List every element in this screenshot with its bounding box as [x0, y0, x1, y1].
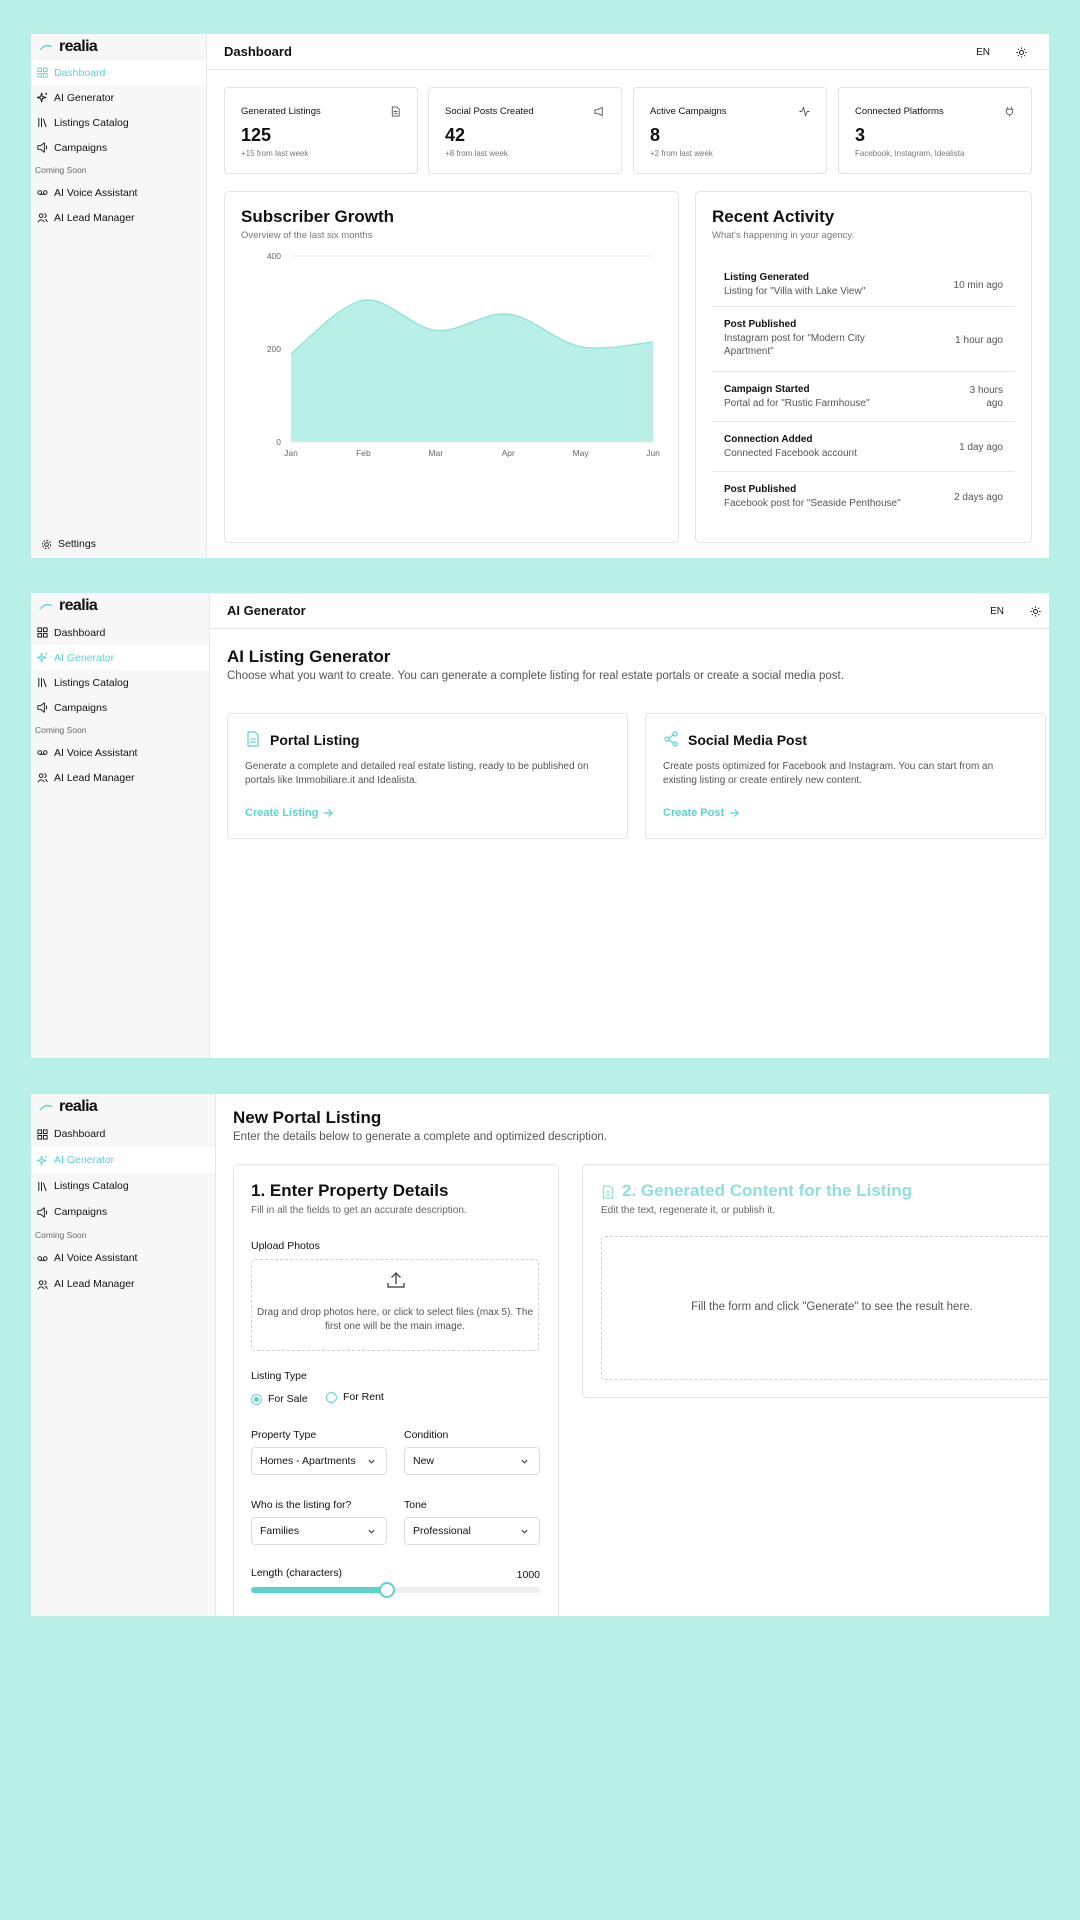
activity-item-detail: Instagram post for "Modern City Apartment": [724, 333, 865, 357]
condition-value: New: [413, 1455, 435, 1467]
stat-card-connected-platforms: [838, 87, 1032, 174]
x-tick-label: May: [572, 448, 589, 458]
page-title: Dashboard: [224, 44, 292, 59]
activity-item-detail: Connected Facebook account: [724, 448, 857, 459]
file-icon: [245, 731, 261, 747]
voicemail-icon: [37, 187, 48, 198]
activity-item-detail: Facebook post for "Seaside Penthouse": [724, 498, 901, 509]
activity-item-time: 3 hours ago: [969, 385, 1003, 409]
social-media-post-card[interactable]: [645, 713, 1046, 839]
activity-item-title: Connection Added: [724, 434, 813, 445]
users-icon: [37, 772, 48, 783]
gear-icon: [41, 539, 52, 550]
megaphone-icon: [594, 106, 605, 117]
activity-item-detail: Portal ad for "Rustic Farmhouse": [724, 398, 870, 409]
stat-label: Active Campaigns: [650, 106, 727, 117]
page-title: AI Generator: [227, 603, 306, 618]
sidebar-item-label: AI Lead Manager: [54, 1278, 135, 1290]
page-title: New Portal Listing: [233, 1108, 382, 1127]
activity-item[interactable]: [712, 262, 1015, 307]
brand-name: realia: [59, 1098, 98, 1115]
for-sale-radio[interactable]: [251, 1393, 308, 1405]
radio-dot: [251, 1394, 262, 1405]
sidebar-item-campaigns[interactable]: [31, 695, 209, 720]
recent-activity-card: [695, 191, 1032, 543]
subscriber-growth-card: [224, 191, 679, 543]
sidebar-item-listings-catalog[interactable]: [31, 110, 206, 135]
audience-value: Families: [260, 1525, 300, 1537]
library-icon: [37, 117, 48, 128]
for-rent-radio[interactable]: [326, 1391, 384, 1403]
dashboard-screen: [31, 34, 1049, 558]
sidebar-item-ai-generator[interactable]: [31, 85, 206, 110]
grid-icon: [37, 67, 48, 78]
tone-value: Professional: [413, 1525, 471, 1537]
sidebar-item-ai-voice-assistant[interactable]: [31, 180, 206, 205]
step2-title: 2. Generated Content for the Listing: [622, 1181, 912, 1200]
coming-soon-label: Coming Soon: [35, 1230, 87, 1240]
activity-item-title: Post Published: [724, 484, 797, 495]
voicemail-icon: [37, 1253, 48, 1264]
sun-icon[interactable]: [1030, 606, 1041, 617]
stat-label: Connected Platforms: [855, 106, 944, 117]
users-icon: [37, 212, 48, 223]
property-type-select[interactable]: [251, 1447, 387, 1475]
plug-icon: [1004, 106, 1015, 117]
coming-soon-label: Coming Soon: [35, 165, 87, 175]
tone-select[interactable]: [404, 1517, 540, 1545]
activity-item-title: Campaign Started: [724, 384, 810, 395]
settings-label: Settings: [58, 538, 96, 550]
sidebar-item-label: AI Voice Assistant: [54, 186, 138, 199]
sidebar-item-ai-voice-assistant[interactable]: [31, 1245, 215, 1271]
condition-label: Condition: [404, 1429, 449, 1441]
length-value: 1000: [516, 1569, 540, 1581]
stat-sub: Facebook, Instagram, Idealista: [855, 149, 965, 158]
property-type-value: Homes - Apartments: [260, 1455, 356, 1467]
library-icon: [37, 677, 48, 688]
chart-subtitle: Overview of the last six months: [241, 230, 373, 241]
activity-item-time: 10 min ago: [953, 280, 1003, 291]
sidebar-item-listings-catalog[interactable]: [31, 1173, 215, 1199]
activity-item-time: 2 days ago: [954, 492, 1003, 503]
sidebar-item-label: Listings Catalog: [54, 676, 129, 689]
activity-desc: What's happening in your agency.: [712, 230, 855, 241]
arrow-right-icon: [323, 808, 333, 818]
file-icon: [390, 106, 401, 117]
chevron-down-icon: [367, 1527, 376, 1536]
sidebar-item-ai-generator[interactable]: [31, 1147, 215, 1173]
stat-sub: +15 from last week: [241, 149, 309, 158]
sidebar-item-label: Listings Catalog: [54, 1180, 129, 1192]
generator-heading: AI Listing Generator: [227, 647, 391, 666]
stat-label: Social Posts Created: [445, 106, 534, 117]
sidebar-item-listings-catalog[interactable]: [31, 670, 209, 695]
sidebar: [31, 34, 207, 558]
sparkles-icon: [37, 92, 48, 103]
logo-icon: [39, 43, 53, 51]
activity-item-title: Post Published: [724, 319, 797, 330]
stat-card-social-posts: [428, 87, 622, 174]
portal-listing-card[interactable]: [227, 713, 628, 839]
portal-listing-title: Portal Listing: [270, 732, 360, 748]
sidebar-item-label: Campaigns: [54, 701, 108, 714]
x-tick-label: Feb: [356, 448, 371, 458]
audience-label: Who is the listing for?: [251, 1499, 352, 1511]
portal-listing-desc: Generate a complete and detailed real estate listing, ready to be published on portals like Immobiliare.it and Idealista.: [245, 761, 589, 786]
x-tick-label: Mar: [428, 448, 444, 458]
stat-card-generated-listings: [224, 87, 418, 174]
sidebar-item-campaigns[interactable]: [31, 135, 206, 160]
activity-item[interactable]: [712, 422, 1015, 472]
activity-item-time: 1 hour ago: [955, 335, 1003, 346]
brand-name: realia: [59, 38, 98, 55]
stat-sub: +8 from last week: [445, 149, 508, 158]
grid-icon: [37, 627, 48, 638]
logo[interactable]: [39, 595, 97, 617]
property-type-label: Property Type: [251, 1429, 317, 1441]
arrow-right-icon: [729, 808, 739, 818]
growth-area: [291, 300, 653, 442]
chevron-down-icon: [367, 1457, 376, 1466]
social-post-title: Social Media Post: [688, 732, 808, 748]
generated-output-area[interactable]: [601, 1236, 1049, 1380]
listing-type-label: Listing Type: [251, 1370, 307, 1382]
stat-value: 8: [650, 125, 661, 145]
activity-item[interactable]: [712, 472, 1015, 524]
x-tick-label: Jun: [646, 448, 660, 458]
activity-item-title: Listing Generated: [724, 272, 810, 283]
generated-content-card: [582, 1164, 1049, 1398]
megaphone-icon: [37, 1207, 48, 1218]
stat-value: 3: [855, 125, 866, 145]
sidebar-item-settings[interactable]: [41, 538, 96, 550]
sidebar-item-label: Dashboard: [54, 626, 106, 639]
sidebar-item-label: Listings Catalog: [54, 116, 129, 129]
y-tick-label: 0: [276, 437, 281, 447]
x-tick-label: Jan: [284, 448, 298, 458]
activity-item[interactable]: [712, 372, 1015, 422]
file-icon: [601, 1185, 615, 1199]
chevron-down-icon: [520, 1457, 529, 1466]
logo[interactable]: [39, 36, 97, 58]
upload-photos-label: Upload Photos: [251, 1240, 320, 1252]
sidebar-item-ai-generator[interactable]: [31, 645, 209, 670]
photo-dropzone[interactable]: [251, 1259, 539, 1351]
sidebar: [31, 1094, 216, 1616]
generator-desc: Choose what you want to create. You can generate a complete listing for real estate portals or create a social media post.: [227, 670, 844, 682]
brand-name: realia: [59, 597, 98, 614]
x-tick-label: Apr: [501, 448, 515, 458]
property-details-card: [233, 1164, 559, 1616]
sidebar-item-label: AI Lead Manager: [54, 771, 135, 784]
chart-title: Subscriber Growth: [241, 207, 395, 226]
sidebar-item-label: AI Generator: [54, 651, 115, 664]
sidebar: [31, 593, 210, 1058]
activity-icon: [799, 106, 810, 117]
sparkles-icon: [37, 652, 48, 663]
activity-title: Recent Activity: [712, 207, 835, 226]
coming-soon-label: Coming Soon: [35, 725, 87, 735]
tone-label: Tone: [404, 1499, 427, 1511]
create-post-label: Create Post: [663, 807, 725, 819]
megaphone-icon: [37, 702, 48, 713]
sidebar-item-dashboard[interactable]: [31, 620, 209, 645]
subscriber-growth-chart: [225, 244, 680, 544]
audience-select[interactable]: [251, 1517, 387, 1545]
output-placeholder: Fill the form and click "Generate" to see the result here.: [691, 1301, 973, 1313]
slider-thumb[interactable]: [379, 1582, 395, 1598]
language-selector[interactable]: EN: [976, 46, 990, 58]
create-listing-label: Create Listing: [245, 807, 319, 819]
sidebar-item-label: Dashboard: [54, 66, 106, 79]
share-icon: [663, 731, 679, 747]
logo[interactable]: [39, 1096, 97, 1118]
sidebar-item-label: Campaigns: [54, 141, 108, 154]
sidebar-item-ai-lead-manager[interactable]: [31, 765, 209, 790]
create-listing-link[interactable]: [245, 807, 333, 819]
length-slider[interactable]: [251, 1587, 540, 1593]
y-tick-label: 200: [266, 344, 281, 354]
stat-label: Generated Listings: [241, 106, 321, 117]
sidebar-item-label: Dashboard: [54, 1128, 106, 1140]
sidebar-item-ai-lead-manager[interactable]: [31, 205, 206, 230]
stat-value: 125: [241, 125, 272, 145]
sidebar-item-label: AI Lead Manager: [54, 211, 135, 224]
sidebar-item-label: AI Voice Assistant: [54, 746, 138, 759]
sun-icon[interactable]: [1016, 47, 1027, 58]
library-icon: [37, 1181, 48, 1192]
language-selector[interactable]: EN: [990, 605, 1004, 617]
sidebar-item-label: AI Generator: [54, 1154, 115, 1166]
grid-icon: [37, 1129, 48, 1140]
sidebar-item-label: AI Voice Assistant: [54, 1252, 138, 1264]
upload-icon: [386, 1270, 406, 1290]
voicemail-icon: [37, 747, 48, 758]
sparkles-icon: [37, 1155, 48, 1166]
users-icon: [37, 1279, 48, 1290]
sidebar-item-label: AI Generator: [54, 91, 115, 104]
y-tick-label: 400: [266, 251, 281, 261]
length-label: Length (characters): [251, 1567, 343, 1579]
sidebar-item-ai-voice-assistant[interactable]: [31, 740, 209, 765]
for-sale-label: For Sale: [268, 1393, 308, 1405]
slider-fill: [251, 1587, 387, 1593]
for-rent-label: For Rent: [343, 1391, 384, 1403]
activity-item-time: 1 day ago: [959, 442, 1003, 453]
page-desc: Enter the details below to generate a complete and optimized description.: [233, 1131, 607, 1143]
radio-dot: [326, 1392, 337, 1403]
ai-generator-screen: [31, 593, 1049, 1058]
activity-item-detail: Listing for "Villa with Lake View": [724, 286, 866, 297]
stat-value: 42: [445, 125, 466, 145]
dropzone-hint: Drag and drop photos here, or click to select files (max 5). The first one will be the main image.: [256, 1307, 534, 1332]
sidebar-item-campaigns[interactable]: [31, 1199, 215, 1225]
step1-title: 1. Enter Property Details: [251, 1181, 449, 1200]
chevron-down-icon: [520, 1527, 529, 1536]
megaphone-icon: [37, 142, 48, 153]
logo-icon: [39, 1103, 53, 1111]
logo-icon: [39, 602, 53, 610]
activity-item[interactable]: [712, 307, 1015, 372]
stat-sub: +2 from last week: [650, 149, 713, 158]
stat-card-active-campaigns: [633, 87, 827, 174]
social-post-desc: Create posts optimized for Facebook and Instagram. You can start from an existing listing or create entirely new content.: [663, 761, 994, 786]
sidebar-item-label: Campaigns: [54, 1206, 108, 1218]
sidebar-item-ai-lead-manager[interactable]: [31, 1271, 215, 1297]
sidebar-item-dashboard[interactable]: [31, 1121, 215, 1147]
create-post-link[interactable]: [663, 807, 739, 819]
sidebar-item-dashboard[interactable]: [31, 60, 206, 85]
step2-desc: Edit the text, regenerate it, or publish it.: [601, 1205, 775, 1216]
header: [210, 593, 1049, 629]
condition-select[interactable]: [404, 1447, 540, 1475]
step1-desc: Fill in all the fields to get an accurate description.: [251, 1205, 467, 1216]
header: [207, 34, 1049, 70]
new-portal-listing-screen: [31, 1094, 1049, 1616]
